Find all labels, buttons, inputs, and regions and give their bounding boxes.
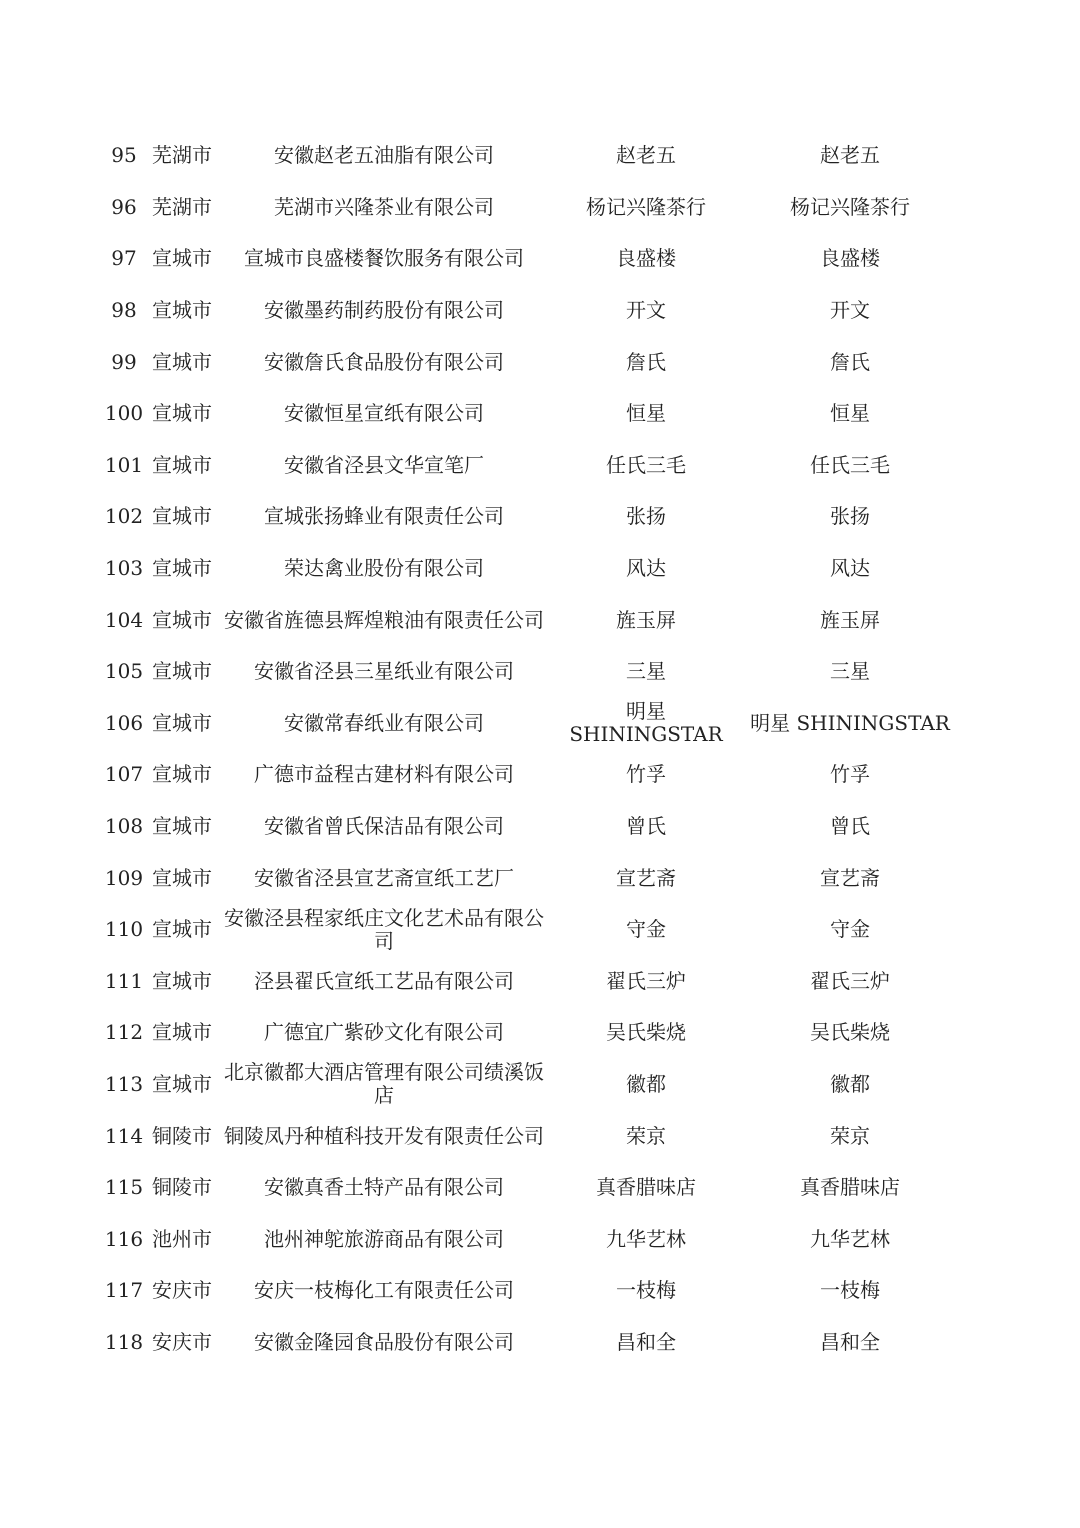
trademark-cell: 徽都: [830, 1071, 870, 1096]
city-cell: 宣城市: [152, 401, 212, 426]
table-row: [100, 388, 960, 440]
city-cell: 安庆市: [152, 1278, 212, 1303]
brand-name-cell: 赵老五: [616, 143, 676, 168]
city-cell: 宣城市: [152, 556, 212, 581]
company-name-cell: 安徽詹氏食品股份有限公司: [264, 349, 504, 374]
row-number: 112: [104, 1020, 144, 1045]
row-number: 101: [104, 452, 144, 477]
brand-name-cell: 曾氏: [626, 814, 666, 839]
row-number: 99: [111, 349, 137, 374]
table-row: [100, 1059, 960, 1111]
company-name-cell: 安徽省曾氏保洁品有限公司: [264, 814, 504, 839]
table-row: [100, 491, 960, 543]
city-cell: 宣城市: [152, 762, 212, 787]
company-name-cell: 芜湖市兴隆茶业有限公司: [274, 194, 494, 219]
table-row: [100, 956, 960, 1008]
trademark-cell: 杨记兴隆茶行: [790, 194, 910, 219]
city-cell: 安庆市: [152, 1329, 212, 1354]
brand-name-cell: 守金: [626, 917, 666, 942]
table-row: [100, 646, 960, 698]
company-name-cell: 北京徽都大酒店管理有限公司绩溪饭店: [224, 1060, 544, 1108]
row-number: 107: [104, 762, 144, 787]
company-name-cell: 广德宜广紫砂文化有限公司: [264, 1020, 504, 1045]
trademark-cell: 宣艺斋: [820, 865, 880, 890]
brand-name-cell: 真香腊味店: [596, 1175, 696, 1200]
table-row: [100, 1317, 960, 1369]
company-name-cell: 广德市益程古建材料有限公司: [254, 762, 514, 787]
brand-name-cell: 风达: [626, 556, 666, 581]
table-row: [100, 440, 960, 492]
city-cell: 宣城市: [152, 298, 212, 323]
trademark-cell: 明星 SHININGSTAR: [750, 710, 950, 735]
city-cell: 铜陵市: [152, 1175, 212, 1200]
table-body: [100, 130, 960, 1368]
table-row: [100, 543, 960, 595]
trademark-cell: 一枝梅: [820, 1278, 880, 1303]
table-row: [100, 130, 960, 182]
row-number: 111: [104, 968, 144, 993]
brand-list-table: [100, 130, 960, 1368]
company-name-cell: 宣城张扬蜂业有限责任公司: [264, 504, 504, 529]
brand-name-cell: 徽都: [626, 1071, 666, 1096]
company-name-cell: 安徽省泾县文华宣笔厂: [284, 452, 484, 477]
brand-name-cell: 昌和全: [616, 1329, 676, 1354]
table-row: [100, 904, 960, 956]
company-name-cell: 安徽省旌德县辉煌粮油有限责任公司: [224, 607, 544, 632]
row-number: 95: [111, 143, 137, 168]
brand-name-cell: 竹孚: [626, 762, 666, 787]
trademark-cell: 守金: [830, 917, 870, 942]
company-name-cell: 安徽恒星宣纸有限公司: [284, 401, 484, 426]
row-number: 113: [104, 1071, 144, 1096]
trademark-cell: 恒星: [830, 401, 870, 426]
trademark-cell: 良盛楼: [820, 246, 880, 271]
city-cell: 铜陵市: [152, 1123, 212, 1148]
table-row: [100, 182, 960, 234]
trademark-cell: 詹氏: [830, 349, 870, 374]
city-cell: 宣城市: [152, 814, 212, 839]
company-name-cell: 安徽省泾县宣艺斋宣纸工艺厂: [254, 865, 514, 890]
table-row: [100, 336, 960, 388]
company-name-cell: 安徽金隆园食品股份有限公司: [254, 1329, 514, 1354]
brand-name-cell: 詹氏: [626, 349, 666, 374]
row-number: 109: [104, 865, 144, 890]
row-number: 98: [111, 298, 137, 323]
city-cell: 宣城市: [152, 504, 212, 529]
table-row: [100, 801, 960, 853]
trademark-cell: 竹孚: [830, 762, 870, 787]
city-cell: 宣城市: [152, 1071, 212, 1096]
trademark-cell: 任氏三毛: [810, 452, 890, 477]
table-row: [100, 233, 960, 285]
table-row: [100, 1007, 960, 1059]
row-number: 115: [104, 1175, 144, 1200]
company-name-cell: 泾县翟氏宣纸工艺品有限公司: [254, 968, 514, 993]
company-name-cell: 宣城市良盛楼餐饮服务有限公司: [244, 246, 524, 271]
table-row: [100, 1265, 960, 1317]
brand-name-cell: 一枝梅: [616, 1278, 676, 1303]
row-number: 108: [104, 814, 144, 839]
brand-name-cell: 吴氏柴烧: [606, 1020, 686, 1045]
table-row: [100, 594, 960, 646]
table-row: [100, 1162, 960, 1214]
row-number: 96: [111, 194, 137, 219]
company-name-cell: 铜陵凤丹种植科技开发有限责任公司: [224, 1123, 544, 1148]
brand-name-cell: 恒星: [626, 401, 666, 426]
trademark-cell: 张扬: [830, 504, 870, 529]
company-name-cell: 安徽真香土特产品有限公司: [264, 1175, 504, 1200]
trademark-cell: 真香腊味店: [800, 1175, 900, 1200]
brand-name-cell: 九华艺林: [606, 1226, 686, 1251]
city-cell: 宣城市: [152, 710, 212, 735]
row-number: 114: [104, 1123, 144, 1148]
trademark-cell: 旌玉屏: [820, 607, 880, 632]
trademark-cell: 曾氏: [830, 814, 870, 839]
company-name-cell: 安徽赵老五油脂有限公司: [274, 143, 494, 168]
city-cell: 宣城市: [152, 349, 212, 374]
brand-name-cell: 开文: [626, 298, 666, 323]
table-row: [100, 749, 960, 801]
table-row: [100, 852, 960, 904]
company-name-cell: 池州神鸵旅游商品有限公司: [264, 1226, 504, 1251]
trademark-cell: 开文: [830, 298, 870, 323]
company-name-cell: 安徽常春纸业有限公司: [284, 710, 484, 735]
brand-name-cell: 三星: [626, 659, 666, 684]
row-number: 106: [104, 710, 144, 735]
trademark-cell: 赵老五: [820, 143, 880, 168]
row-number: 110: [104, 917, 144, 942]
city-cell: 宣城市: [152, 917, 212, 942]
company-name-cell: 安徽泾县程家纸庄文化艺术品有限公司: [224, 905, 544, 953]
table-row: [100, 1110, 960, 1162]
row-number: 118: [104, 1329, 144, 1354]
city-cell: 芜湖市: [152, 194, 212, 219]
brand-name-cell: 良盛楼: [616, 246, 676, 271]
city-cell: 宣城市: [152, 1020, 212, 1045]
row-number: 105: [104, 659, 144, 684]
city-cell: 宣城市: [152, 452, 212, 477]
city-cell: 宣城市: [152, 607, 212, 632]
brand-name-cell: 旌玉屏: [616, 607, 676, 632]
city-cell: 宣城市: [152, 246, 212, 271]
table-row: [100, 1213, 960, 1265]
row-number: 100: [104, 401, 144, 426]
brand-name-cell: 荣京: [626, 1123, 666, 1148]
trademark-cell: 荣京: [830, 1123, 870, 1148]
brand-name-cell: 宣艺斋: [616, 865, 676, 890]
city-cell: 池州市: [152, 1226, 212, 1251]
table-row: [100, 285, 960, 337]
trademark-cell: 风达: [830, 556, 870, 581]
brand-name-cell: 翟氏三炉: [606, 968, 686, 993]
trademark-cell: 翟氏三炉: [810, 968, 890, 993]
company-name-cell: 荣达禽业股份有限公司: [284, 556, 484, 581]
brand-name-cell: 杨记兴隆茶行: [586, 194, 706, 219]
city-cell: 宣城市: [152, 968, 212, 993]
row-number: 103: [104, 556, 144, 581]
company-name-cell: 安庆一枝梅化工有限责任公司: [254, 1278, 514, 1303]
trademark-cell: 九华艺林: [810, 1226, 890, 1251]
brand-name-cell: 张扬: [626, 504, 666, 529]
company-name-cell: 安徽省泾县三星纸业有限公司: [254, 659, 514, 684]
row-number: 102: [104, 504, 144, 529]
row-number: 116: [104, 1226, 144, 1251]
city-cell: 宣城市: [152, 659, 212, 684]
brand-name-cell: 任氏三毛: [606, 452, 686, 477]
trademark-cell: 三星: [830, 659, 870, 684]
city-cell: 芜湖市: [152, 143, 212, 168]
row-number: 117: [104, 1278, 144, 1303]
city-cell: 宣城市: [152, 865, 212, 890]
row-number: 97: [111, 246, 137, 271]
brand-name-cell: 明星 SHININGSTAR: [569, 699, 723, 747]
table-row: [100, 698, 960, 750]
trademark-cell: 吴氏柴烧: [810, 1020, 890, 1045]
trademark-cell: 昌和全: [820, 1329, 880, 1354]
row-number: 104: [104, 607, 144, 632]
company-name-cell: 安徽墨药制药股份有限公司: [264, 298, 504, 323]
